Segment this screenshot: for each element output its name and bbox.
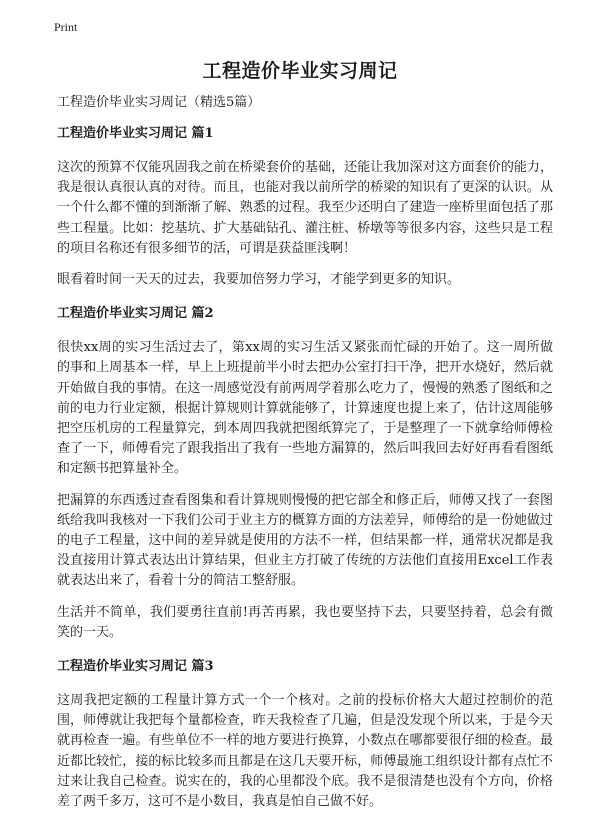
paragraph: 这周我把定额的工程量计算方式一个一个核对。之前的投标价格大大超过控制价的范围，师傅就让我把每个量都检查，昨天我检查了几遍，但是没发现个所以来，于是今天就再检查一遍。有些单位不一样的地方要进行换算，小数点在哪都要很仔细的检查。最近都比较忙，接的标比较多而且都是在这几天要开标，师傅最施工组织设计都有点忙不过来让我自己检查。说实在的，我的心里都没个底。我不是很清楚也没有个方向，价格差了两千多万，这可不是小数目，我真是怕自己做不好。 — [57, 693, 553, 810]
section-heading: 工程造价毕业实习周记 篇2 — [57, 306, 214, 322]
section-3 — [57, 659, 553, 812]
paragraph: 这次的预算不仅能巩固我之前在桥梁套价的基础，还能让我加深对这方面套价的能力，我是很认真很认真的对待。而且，也能对我以前所学的桥梁的知识有了更深的认识。从一个什么都不懂的到渐渐了解、熟悉的过程。我至少还明白了建造一座桥里面包括了那些工程量。比如：挖基坑、扩大基础钻孔、灌注桩、桥墩等等很多内容，这些只是工程的项目名称还有很多细节的活，可谓是获益匪浅啊！ — [57, 160, 553, 256]
section-heading: 工程造价毕业实习周记 篇1 — [57, 126, 214, 141]
document-subtitle: 工程造价毕业实习周记（精选5篇） — [57, 95, 261, 110]
section-heading: 工程造价毕业实习周记 篇3 — [57, 659, 214, 675]
paragraph: 很快xx周的实习生活过去了，第xx周的实习生活又紧张而忙碌的开始了。这一周所做的事和上周基本一样，早上上班提前半小时去把办公室打扫干净，把开水烧好，然后就开始做自我的事情。在这一周感觉没有前两周学着那么吃力了，慢慢的熟悉了图纸和之前的电力行业定额，根据计算规则计算就能够了，计算速度也提上来了，估计这周能够把空压机房的工程量算完，到本周四我就把图纸算完了，于是整理了一下就拿给师傅检查了一下，师傅看完了跟我指出了我有一些地方漏算的，然后叫我回去好好再看看图纸和定额书把算量补全。 — [57, 340, 553, 477]
document-body — [57, 95, 553, 823]
paragraph: 生活并不简单，我们要勇往直前!再苦再累，我也要坚持下去，只要坚持着，总会有微笑的一天。 — [57, 604, 553, 640]
section-2 — [57, 306, 553, 643]
document-title: 工程造价毕业实习周记 — [202, 60, 398, 82]
paragraph: 把漏算的东西透过查看图集和看计算规则慢慢的把它部全和修正后，师傅又找了一套图纸给我叫我核对一下我们公司于业主方的概算方面的方法差异，师傅给的是一份她做过的电子工程量，这中间的差异就是使用的方法不一样，但结果都一样，通常状况都是我没直接用计算式表达出计算结果，但业主方打破了传统的方法他们直接用Excel工作表就表达出来了，看着十分的简洁工整舒服。 — [57, 492, 553, 589]
print-label: Print — [54, 20, 78, 34]
section-1 — [57, 126, 553, 290]
paragraph: 眼看着时间一天天的过去，我要加倍努力学习，才能学到更多的知识。 — [57, 272, 461, 288]
